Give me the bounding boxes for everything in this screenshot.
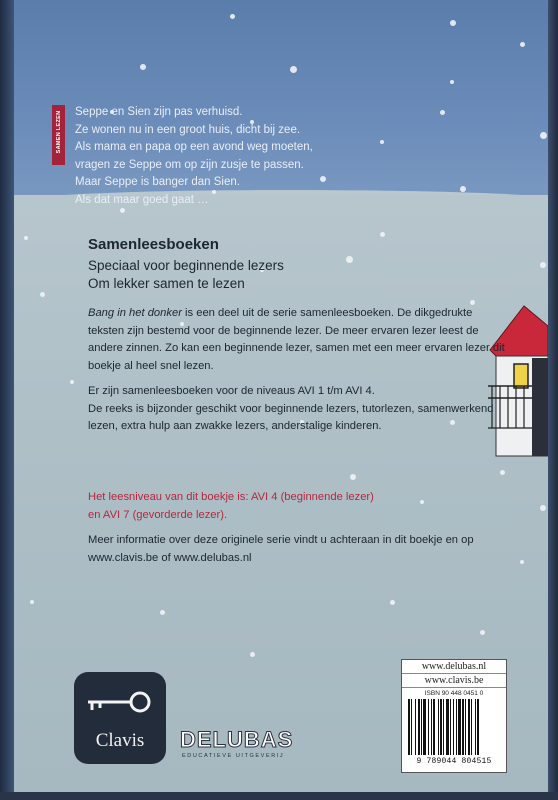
- barcode-bar: [428, 699, 429, 755]
- series-subheading: Speciaal voor beginnende lezers: [88, 258, 284, 273]
- barcode-bar: [477, 699, 479, 755]
- snowflake: [24, 236, 28, 240]
- delubas-logo-text: DELUBAS: [180, 727, 294, 752]
- delubas-url: www.delubas.nl: [402, 660, 506, 674]
- reading-level-line: Het leesniveau van dit boekje is: AVI 4 (beginnende lezer): [88, 491, 374, 503]
- reading-level-line: en AVI 7 (gevorderde lezer).: [88, 508, 228, 521]
- delubas-tagline: EDUCATIEVE UITGEVERIJ: [182, 753, 285, 759]
- barcode-bar: [456, 699, 457, 755]
- samen-lezen-tab: [52, 105, 65, 165]
- story-line: Maar Seppe is banger dan Sien.: [75, 176, 240, 188]
- snowflake: [500, 470, 505, 475]
- reading-level-note: [88, 489, 468, 524]
- barcode-bar: [421, 699, 422, 755]
- clavis-url: www.clavis.be: [402, 674, 506, 688]
- barcode-bar: [465, 699, 466, 755]
- story-line: Ze wonen nu in een groot huis, dicht bij zee.: [75, 123, 301, 136]
- snowflake: [540, 132, 547, 139]
- book-title: Bang in het donker: [88, 307, 182, 319]
- barcode-bar: [450, 699, 451, 755]
- cover-right-edge: [548, 0, 558, 800]
- snowflake: [540, 262, 546, 268]
- snowflake: [140, 64, 146, 70]
- snowflake: [450, 20, 456, 26]
- barcode-bar: [438, 699, 439, 755]
- barcode-bar: [453, 699, 454, 755]
- snowflake: [250, 652, 255, 657]
- barcode-bar: [431, 699, 432, 755]
- clavis-logo: [74, 672, 166, 764]
- story-line: Als mama en papa op een avond weg moeten,: [75, 141, 313, 153]
- barcode-bar: [440, 699, 442, 755]
- snowflake: [350, 474, 356, 480]
- barcode-bar: [471, 699, 472, 755]
- snowflake: [480, 630, 485, 635]
- series-description-text: is een deel uit de serie samenleesboeken. De dikgedrukte teksten zijn bestemd voor de beginnende lezer. De meer ervaren lezer leest de andere zinnen. Zo kan een beginnende lezer, samen met een meer ervaren lezer dit boekje al heel snel lezen.: [88, 307, 505, 372]
- series-description: [88, 305, 508, 375]
- story-line: Seppe en Sien zijn pas verhuisd.: [75, 106, 243, 118]
- levels-suitability: De reeks is bijzonder geschikt voor beginnende lezers, tutorlezen, samenwerkend lezen, extra hulp aan zwakke lezers, anderstalige kinderen.: [88, 402, 494, 432]
- barcode-label: [401, 659, 507, 773]
- barcode-bar: [468, 699, 470, 755]
- barcode-bar: [411, 699, 412, 755]
- story-line: vragen ze Seppe om op zijn zusje te passen.: [75, 158, 304, 171]
- barcode-bar: [458, 699, 461, 755]
- snowflake: [70, 380, 74, 384]
- levels-line: Er zijn samenleesboeken voor de niveaus AVI 1 t/m AVI 4.: [88, 385, 375, 397]
- snowflake: [230, 14, 235, 19]
- isbn-number: ISBN 90 448 0451 0: [424, 690, 484, 697]
- barcode-bar: [418, 699, 420, 755]
- barcode-bar: [423, 699, 426, 755]
- barcode-bar: [433, 699, 435, 755]
- snowflake: [160, 610, 165, 615]
- barcode-digits: 9 789044 804515: [416, 757, 492, 766]
- snowflake: [290, 66, 297, 73]
- series-heading: Samenleesboeken: [88, 236, 219, 253]
- story-line: Als dat maar goed gaat …: [75, 193, 209, 206]
- barcode-bars: [408, 699, 500, 757]
- barcode-bar: [446, 699, 449, 755]
- samen-lezen-tab-label: SAMEN LEZEN: [56, 110, 62, 154]
- snowflake: [540, 505, 546, 511]
- barcode-bar: [475, 699, 476, 755]
- snowflake: [30, 600, 34, 604]
- key-icon: [74, 680, 166, 730]
- series-subheading: Om lekker samen te lezen: [88, 276, 245, 291]
- snowflake: [440, 110, 445, 115]
- snowflake: [460, 186, 466, 192]
- snowflake: [520, 560, 524, 564]
- cover-bottom-edge: [0, 792, 558, 800]
- story-blurb: [75, 104, 405, 209]
- barcode-bar: [443, 699, 444, 755]
- snowflake: [450, 80, 454, 84]
- barcode-bar: [462, 699, 464, 755]
- description-block: [88, 236, 508, 436]
- snowflake: [520, 42, 525, 47]
- levels-description: [88, 383, 508, 436]
- barcode-bar: [408, 699, 410, 755]
- delubas-logo: [180, 727, 320, 765]
- snowflake: [390, 600, 395, 605]
- barcode-bar: [415, 699, 416, 755]
- clavis-logo-text: Clavis: [95, 730, 145, 751]
- spine-edge: [0, 0, 14, 800]
- more-info-text: Meer informatie over deze originele serie vindt u achteraan in dit boekje en op www.clavis.be of www.delubas.nl: [88, 534, 474, 564]
- snowflake: [40, 292, 45, 297]
